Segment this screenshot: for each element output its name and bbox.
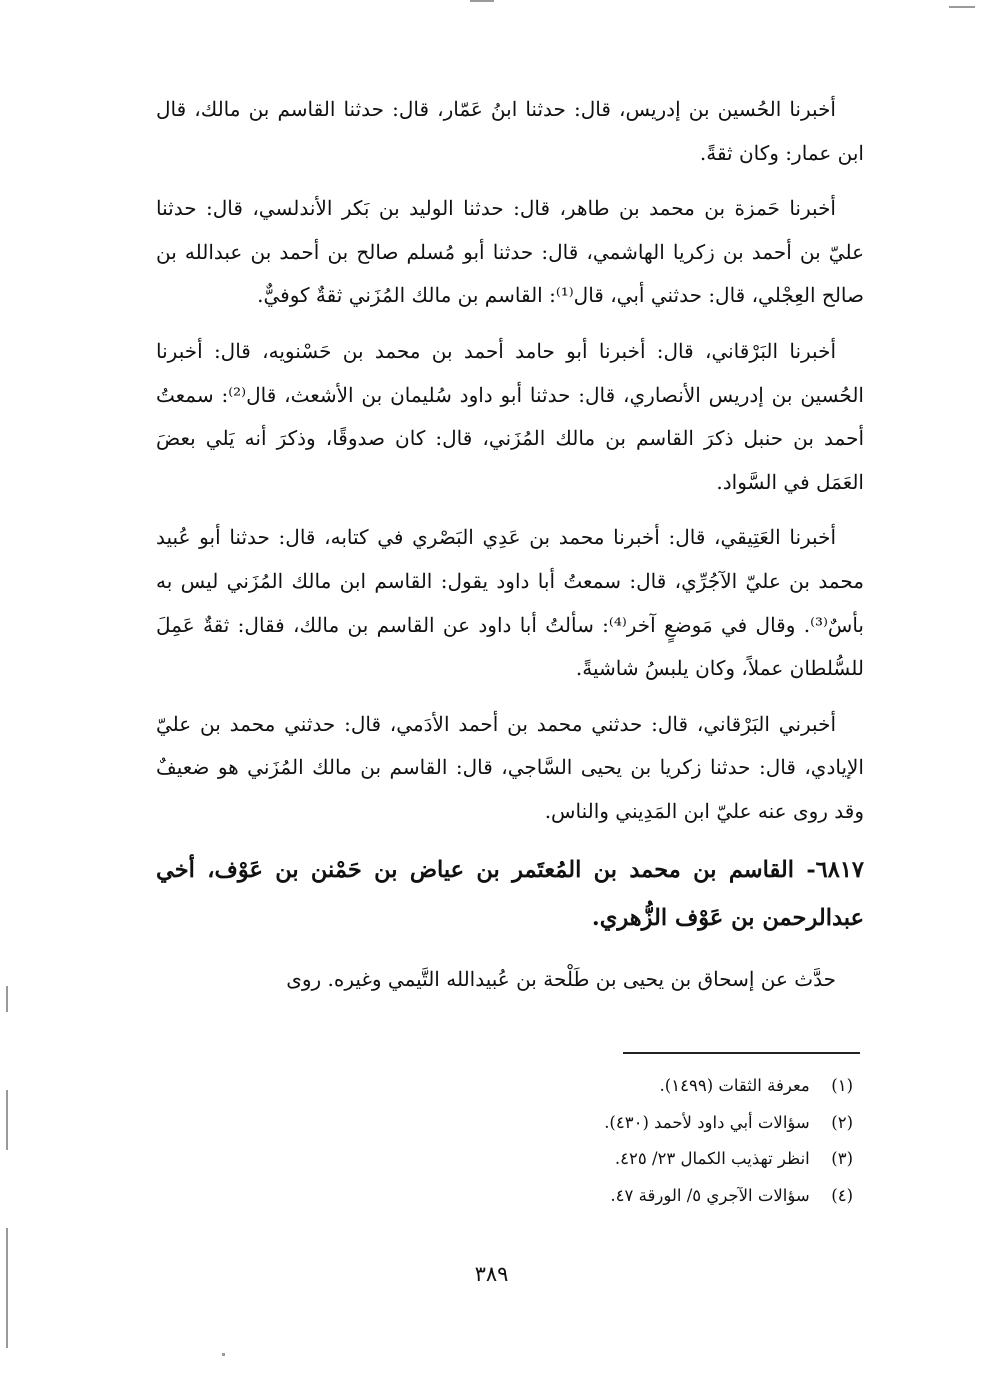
scan-mark-left — [6, 1090, 8, 1150]
scan-mark-left — [6, 1228, 8, 1348]
footnote-number: (٣) — [831, 1149, 853, 1168]
narration-paragraph: أخبرنا البَرْقاني، قال: أخبرنا أبو حامد أحمد بن محمد بن حَسْنويه، قال: أخبرنا الحُسين بن إدريس الأنصاري، قال: حدثنا أبو داود سُليمان بن الأشعث، قال⁽²⁾: سمعتُ أحمد بن حنبل ذكرَ القاسم بن مالك المُزَني، قال: كان صدوقًا، وذكرَ أنه يَلي بعضَ العَمَل في السَّواد. — [156, 338, 864, 494]
footnote-number: (١) — [831, 1076, 853, 1095]
footnote-text: انظر تهذيب الكمال ٢٣/ ٤٢٥. — [614, 1149, 810, 1168]
footnote-number: (٤) — [831, 1185, 853, 1205]
entry-paragraph: حدَّث عن إسحاق بن يحيى بن طَلْحة بن عُبيدالله التَّيمي وغيره. روى — [286, 966, 836, 991]
footnote-text: سؤالات أبي داود لأحمد (٤٣٠). — [604, 1112, 810, 1132]
narration-paragraph: أخبرنا حَمزة بن محمد بن طاهر، قال: حدثنا الوليد بن بَكر الأندلسي، قال: حدثنا عليّ بن أحمد بن زكريا الهاشمي، قال: حدثنا أبو مُسلم صالح بن أحمد بن عبدالله بن صالح العِجْلي، قال: حدثني أبي، قال⁽¹⁾: القاسم بن مالك المُزَني ثقةٌ كوفيٌّ. — [156, 196, 864, 308]
scan-dot — [222, 1353, 225, 1356]
footnote-separator — [623, 1052, 860, 1054]
scan-mark-left — [6, 986, 8, 1012]
narration-paragraph: أخبرني البَرْقاني، قال: حدثني محمد بن أحمد الأدَمي، قال: حدثني محمد بن عليّ الإيادي، قال: حدثنا زكريا بن يحيى السَّاجي، قال: القاسم بن مالك المُزَني هو ضعيفٌ وقد روى عنه عليّ ابن المَدِيني والناس. — [156, 711, 864, 823]
footnotes — [293, 1068, 853, 1214]
footnote-text: سؤالات الآجري ٥/ الورقة ٤٧. — [610, 1185, 810, 1205]
scan-mark-top — [470, 0, 494, 2]
footnote-item — [293, 1068, 853, 1105]
footnote-item — [293, 1141, 853, 1178]
footnote-item — [293, 1178, 853, 1215]
footnote-number: (٢) — [831, 1112, 853, 1132]
narration-paragraph: أخبرنا العَتِيقي، قال: أخبرنا محمد بن عَدِي البَصْري في كتابه، قال: حدثنا أبو عُبيد محمد بن عليّ الآجُرِّي، قال: سمعتُ أبا داود يقول: القاسم ابن مالك المُزَني ليس به بأسٌ⁽³⁾. وقال في مَوضعٍ آخر⁽⁴⁾: سألتُ أبا داود عن القاسم بن مالك، فقال: ثقةٌ عَمِلَ للسُّلطان عملاً، وكان يلبسُ شاشيةً. — [156, 525, 865, 681]
scan-mark-corner — [949, 6, 975, 8]
biography-entry-heading: ٦٨١٧- القاسم بن محمد بن المُعتَمر بن عياض بن حَمْنن بن عَوْف، أخي عبدالرحمن بن عَوْف الزُّهري. — [156, 856, 864, 931]
main-text — [156, 88, 864, 1001]
narration-paragraph: أخبرنا الحُسين بن إدريس، قال: حدثنا ابنُ عَمّار، قال: حدثنا القاسم بن مالك، قال ابن عمار: وكان ثقةً. — [156, 97, 864, 165]
footnote-item — [293, 1105, 853, 1142]
page-number: ٣٨٩ — [474, 1262, 509, 1286]
footnote-text: معرفة الثقات (١٤٩٩). — [659, 1076, 810, 1095]
